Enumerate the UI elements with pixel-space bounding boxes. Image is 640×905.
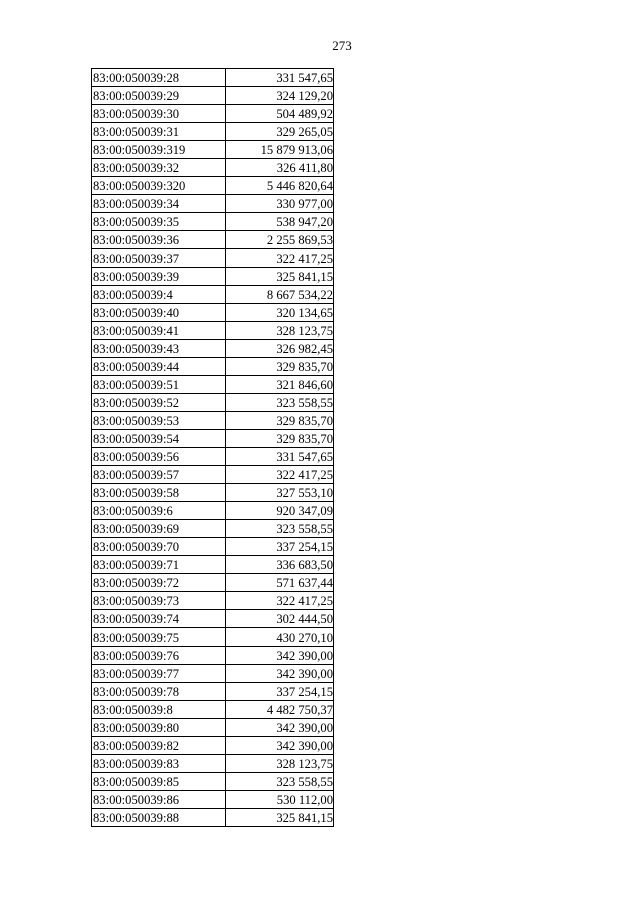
- value-cell: 328 123,75: [226, 754, 334, 772]
- table-row: [92, 249, 334, 267]
- value-cell: 322 417,25: [226, 466, 334, 484]
- value-cell: 331 547,65: [226, 69, 334, 87]
- value-cell: 322 417,25: [226, 592, 334, 610]
- cadastral-number-cell: 83:00:050039:6: [92, 502, 226, 520]
- value-cell: 336 683,50: [226, 556, 334, 574]
- table-row: [92, 195, 334, 213]
- value-cell: 920 347,09: [226, 502, 334, 520]
- table-row: [92, 303, 334, 321]
- value-cell: 326 411,80: [226, 159, 334, 177]
- table-row: [92, 736, 334, 754]
- table-row: [92, 610, 334, 628]
- table-row: [92, 69, 334, 87]
- value-cell: 323 558,55: [226, 520, 334, 538]
- cadastral-number-cell: 83:00:050039:69: [92, 520, 226, 538]
- cadastral-number-cell: 83:00:050039:44: [92, 357, 226, 375]
- value-cell: 323 558,55: [226, 772, 334, 790]
- cadastral-number-cell: 83:00:050039:83: [92, 754, 226, 772]
- cadastral-number-cell: 83:00:050039:76: [92, 646, 226, 664]
- value-cell: 337 254,15: [226, 682, 334, 700]
- cadastral-number-cell: 83:00:050039:30: [92, 105, 226, 123]
- value-cell: 329 835,70: [226, 429, 334, 447]
- cadastral-number-cell: 83:00:050039:32: [92, 159, 226, 177]
- value-cell: 323 558,55: [226, 393, 334, 411]
- cadastral-number-cell: 83:00:050039:40: [92, 303, 226, 321]
- table-row: [92, 321, 334, 339]
- cadastral-number-cell: 83:00:050039:74: [92, 610, 226, 628]
- cadastral-number-cell: 83:00:050039:70: [92, 538, 226, 556]
- cadastral-number-cell: 83:00:050039:28: [92, 69, 226, 87]
- value-cell: 321 846,60: [226, 375, 334, 393]
- table-row: [92, 772, 334, 790]
- table-row: [92, 538, 334, 556]
- table-row: [92, 393, 334, 411]
- value-cell: 327 553,10: [226, 484, 334, 502]
- value-cell: 320 134,65: [226, 303, 334, 321]
- value-cell: 2 255 869,53: [226, 231, 334, 249]
- table-row: [92, 285, 334, 303]
- cadastral-number-cell: 83:00:050039:58: [92, 484, 226, 502]
- value-cell: 326 982,45: [226, 339, 334, 357]
- cadastral-number-cell: 83:00:050039:56: [92, 447, 226, 465]
- table-row: [92, 502, 334, 520]
- cadastral-number-cell: 83:00:050039:37: [92, 249, 226, 267]
- value-cell: 15 879 913,06: [226, 141, 334, 159]
- table-row: [92, 267, 334, 285]
- value-cell: 322 417,25: [226, 249, 334, 267]
- cadastral-number-cell: 83:00:050039:86: [92, 790, 226, 808]
- table-row: [92, 159, 334, 177]
- cadastral-number-cell: 83:00:050039:82: [92, 736, 226, 754]
- data-table: [91, 68, 334, 827]
- value-cell: 5 446 820,64: [226, 177, 334, 195]
- value-cell: 504 489,92: [226, 105, 334, 123]
- cadastral-number-cell: 83:00:050039:39: [92, 267, 226, 285]
- table-row: [92, 429, 334, 447]
- table-row: [92, 339, 334, 357]
- table-body: [92, 69, 334, 827]
- value-cell: 329 835,70: [226, 357, 334, 375]
- value-cell: 342 390,00: [226, 736, 334, 754]
- cadastral-number-cell: 83:00:050039:78: [92, 682, 226, 700]
- table-row: [92, 213, 334, 231]
- value-cell: 342 390,00: [226, 718, 334, 736]
- value-cell: 530 112,00: [226, 790, 334, 808]
- cadastral-number-cell: 83:00:050039:88: [92, 808, 226, 826]
- value-cell: 328 123,75: [226, 321, 334, 339]
- cadastral-number-cell: 83:00:050039:53: [92, 411, 226, 429]
- cadastral-number-cell: 83:00:050039:35: [92, 213, 226, 231]
- value-cell: 342 390,00: [226, 664, 334, 682]
- cadastral-number-cell: 83:00:050039:80: [92, 718, 226, 736]
- cadastral-number-cell: 83:00:050039:51: [92, 375, 226, 393]
- cadastral-number-cell: 83:00:050039:319: [92, 141, 226, 159]
- cadastral-number-cell: 83:00:050039:57: [92, 466, 226, 484]
- value-cell: 324 129,20: [226, 87, 334, 105]
- cadastral-number-cell: 83:00:050039:36: [92, 231, 226, 249]
- table-row: [92, 718, 334, 736]
- value-cell: 302 444,50: [226, 610, 334, 628]
- value-cell: 8 667 534,22: [226, 285, 334, 303]
- value-cell: 331 547,65: [226, 447, 334, 465]
- value-cell: 337 254,15: [226, 538, 334, 556]
- value-cell: 330 977,00: [226, 195, 334, 213]
- table-row: [92, 484, 334, 502]
- cadastral-number-cell: 83:00:050039:77: [92, 664, 226, 682]
- cadastral-number-cell: 83:00:050039:85: [92, 772, 226, 790]
- value-cell: 4 482 750,37: [226, 700, 334, 718]
- table-row: [92, 682, 334, 700]
- table-row: [92, 646, 334, 664]
- table-row: [92, 177, 334, 195]
- table-row: [92, 357, 334, 375]
- table-row: [92, 664, 334, 682]
- table-row: [92, 411, 334, 429]
- value-cell: 325 841,15: [226, 808, 334, 826]
- cadastral-number-cell: 83:00:050039:4: [92, 285, 226, 303]
- table-row: [92, 808, 334, 826]
- table-row: [92, 628, 334, 646]
- page-number: 273: [332, 38, 352, 53]
- table-row: [92, 141, 334, 159]
- value-cell: 329 835,70: [226, 411, 334, 429]
- cadastral-number-cell: 83:00:050039:52: [92, 393, 226, 411]
- table-row: [92, 447, 334, 465]
- table-row: [92, 592, 334, 610]
- table-row: [92, 790, 334, 808]
- cadastral-number-cell: 83:00:050039:54: [92, 429, 226, 447]
- cadastral-number-cell: 83:00:050039:72: [92, 574, 226, 592]
- value-cell: 325 841,15: [226, 267, 334, 285]
- table-row: [92, 754, 334, 772]
- table-row: [92, 231, 334, 249]
- table-row: [92, 123, 334, 141]
- cadastral-number-cell: 83:00:050039:31: [92, 123, 226, 141]
- table-row: [92, 574, 334, 592]
- table-row: [92, 87, 334, 105]
- value-cell: 538 947,20: [226, 213, 334, 231]
- table-row: [92, 105, 334, 123]
- cadastral-number-cell: 83:00:050039:320: [92, 177, 226, 195]
- value-cell: 571 637,44: [226, 574, 334, 592]
- value-cell: 329 265,05: [226, 123, 334, 141]
- table-row: [92, 375, 334, 393]
- cadastral-number-cell: 83:00:050039:34: [92, 195, 226, 213]
- cadastral-number-cell: 83:00:050039:43: [92, 339, 226, 357]
- table-row: [92, 700, 334, 718]
- cadastral-number-cell: 83:00:050039:71: [92, 556, 226, 574]
- table-row: [92, 520, 334, 538]
- value-cell: 342 390,00: [226, 646, 334, 664]
- cadastral-number-cell: 83:00:050039:8: [92, 700, 226, 718]
- cadastral-number-cell: 83:00:050039:29: [92, 87, 226, 105]
- cadastral-number-cell: 83:00:050039:41: [92, 321, 226, 339]
- table-row: [92, 556, 334, 574]
- cadastral-number-cell: 83:00:050039:75: [92, 628, 226, 646]
- table-row: [92, 466, 334, 484]
- value-cell: 430 270,10: [226, 628, 334, 646]
- cadastral-number-cell: 83:00:050039:73: [92, 592, 226, 610]
